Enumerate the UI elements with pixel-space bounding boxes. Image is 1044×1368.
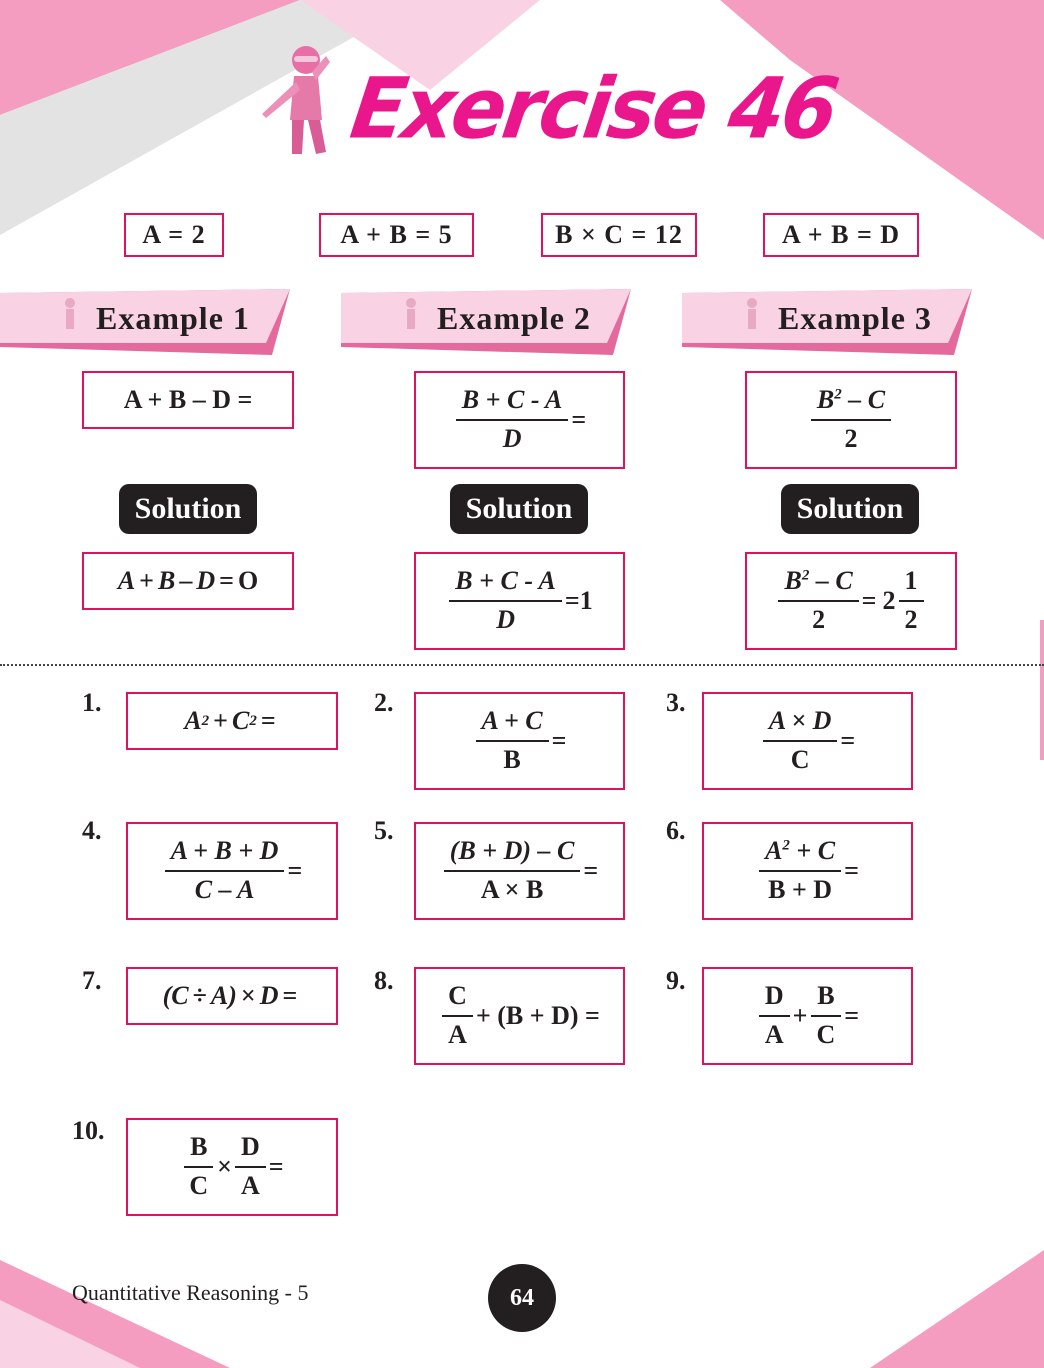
example-1-expression: A + B – D = [123, 385, 253, 414]
operator: + [482, 836, 498, 866]
equals-sign: = [583, 856, 599, 885]
question-number: 2. [374, 688, 394, 717]
operator: × [791, 706, 807, 736]
exponent: 2 [801, 567, 810, 584]
denominator: D [502, 424, 522, 453]
term: C [194, 875, 213, 904]
denominator: 2 [904, 605, 918, 634]
page-number: 64 [488, 1264, 556, 1332]
term: A [538, 566, 556, 596]
term: A [481, 706, 498, 736]
example-3-solution-fraction [778, 567, 858, 634]
equals-sign: = [268, 1152, 284, 1181]
operator: – [537, 836, 551, 866]
fraction [759, 837, 841, 904]
fraction [811, 982, 842, 1049]
term: A [765, 836, 783, 866]
operator: + [503, 706, 519, 736]
operator: + [238, 836, 254, 866]
operator: + [139, 566, 154, 595]
term: C [500, 566, 518, 596]
operator: – [848, 385, 862, 415]
question-number: 9. [666, 966, 686, 995]
equals-sign: = [551, 726, 567, 755]
question-3-box [702, 692, 913, 790]
fraction [442, 982, 473, 1049]
term: B [455, 566, 473, 596]
result: =1 [564, 586, 593, 615]
operator: × [217, 1152, 232, 1181]
expression-rest: + (B + D) = [475, 1001, 600, 1030]
example-3-fraction [811, 386, 891, 453]
term: B [157, 566, 176, 595]
denominator: 2 [844, 424, 858, 453]
term: D [196, 566, 216, 595]
question-2-box [414, 692, 625, 790]
denominator: A [241, 1171, 260, 1200]
term: (B [449, 836, 476, 866]
fraction [235, 1133, 266, 1200]
denominator: A × B [480, 875, 544, 904]
operator: × [240, 981, 256, 1010]
footer-book-title: Quantitative Reasoning - 5 [72, 1280, 309, 1305]
question-9-box [702, 967, 913, 1065]
term: C [867, 385, 886, 415]
operator: + [213, 706, 228, 735]
numerator: B [184, 1133, 213, 1168]
question-10-box [126, 1118, 338, 1216]
exponent: 2 [834, 386, 842, 403]
given-value-3: B × C = 12 [541, 213, 697, 257]
question-number: 6. [666, 816, 686, 845]
exponent: 2 [782, 837, 790, 854]
question-4-box [126, 822, 338, 920]
operator: = [219, 566, 234, 595]
denominator: C [189, 1171, 209, 1200]
term: B [214, 836, 232, 866]
term: C [835, 566, 853, 596]
question-number: 7. [82, 966, 102, 995]
term: A [768, 706, 785, 736]
denominator: A [448, 1020, 467, 1049]
numerator: 1 [899, 567, 924, 602]
equals-sign: = [844, 1001, 860, 1030]
mixed-fraction [899, 567, 924, 634]
example-3-solution [745, 552, 957, 650]
example-2-fraction [456, 386, 569, 453]
term: A [184, 706, 202, 735]
term: (C [162, 981, 189, 1010]
question-5-box [414, 822, 625, 920]
operator: + [485, 385, 501, 415]
term: A [545, 385, 563, 415]
operator: - [530, 385, 540, 415]
solution-label-1: Solution [119, 484, 257, 534]
equals-sign: = [287, 856, 303, 885]
fraction [444, 837, 581, 904]
example-2-label: Example 2 [437, 300, 591, 336]
result: O [237, 566, 259, 595]
denominator: B + D [768, 875, 833, 904]
term: D) [503, 836, 532, 866]
given-value-2: A + B = 5 [319, 213, 474, 257]
question-7-box [126, 967, 338, 1025]
equals-sign: = [571, 405, 587, 434]
operator: + [479, 566, 494, 596]
example-1-solution [82, 552, 294, 610]
question-number: 3. [666, 688, 686, 717]
term: A) [210, 981, 237, 1010]
term: A [237, 875, 255, 904]
section-divider [0, 664, 1044, 666]
denominator: 2 [812, 605, 826, 634]
example-2-solution [414, 552, 625, 650]
question-number: 10. [72, 1116, 105, 1145]
term: A [117, 566, 136, 595]
question-8-box [414, 967, 625, 1065]
question-6-box [702, 822, 913, 920]
example-1-label: Example 1 [96, 300, 250, 336]
example-3-problem [745, 371, 957, 469]
denominator: C [790, 745, 810, 774]
denominator: B [503, 745, 521, 774]
term: A [170, 836, 187, 866]
term: C [506, 385, 525, 415]
page-title: Exercise 46 [345, 59, 842, 158]
example-1-problem [82, 371, 294, 429]
question-number: 1. [82, 688, 102, 717]
numerator: C [442, 982, 473, 1017]
given-value-1: A = 2 [124, 213, 224, 257]
numerator: D [759, 982, 790, 1017]
equals-sign: = [861, 586, 877, 615]
exponent: 2 [249, 712, 257, 729]
term: B [784, 566, 802, 596]
example-2-problem [414, 371, 625, 469]
fraction [476, 707, 549, 774]
equals-sign: = [260, 706, 276, 735]
equals-sign: = [282, 981, 298, 1010]
term: C [525, 706, 543, 736]
term: C [557, 836, 575, 866]
operator: + [796, 836, 812, 866]
fraction [183, 1133, 214, 1200]
term: B [816, 385, 835, 415]
fraction [763, 707, 838, 774]
question-number: 4. [82, 816, 102, 845]
term: D [259, 981, 279, 1010]
whole-number: 2 [882, 586, 896, 615]
operator: – [815, 566, 829, 596]
solution-label-2: Solution [450, 484, 588, 534]
term: D [812, 706, 832, 736]
operator: - [524, 566, 533, 596]
fraction [165, 837, 285, 904]
operator: ÷ [192, 981, 207, 1010]
exponent: 2 [201, 712, 210, 729]
denominator: D [496, 605, 515, 634]
term: B [461, 385, 480, 415]
girl-character-icon [256, 42, 352, 162]
term: C [817, 836, 836, 866]
operator: – [218, 875, 232, 904]
fraction [759, 982, 790, 1049]
operator: + [792, 1001, 808, 1030]
solution-label-3: Solution [781, 484, 919, 534]
operator: + [193, 836, 208, 866]
numerator: D [235, 1133, 266, 1168]
question-number: 8. [374, 966, 394, 995]
example-3-label: Example 3 [778, 300, 932, 336]
term: C [232, 706, 250, 735]
denominator: A [764, 1020, 784, 1049]
given-value-4: A + B = D [763, 213, 919, 257]
example-2-solution-fraction [449, 567, 562, 634]
question-number: 5. [374, 816, 394, 845]
numerator: B [811, 982, 840, 1017]
question-1-box [126, 692, 338, 750]
operator: – [179, 566, 193, 595]
term: D [259, 836, 279, 866]
denominator: C [816, 1020, 836, 1049]
equals-sign: = [844, 856, 859, 885]
equals-sign: = [840, 726, 856, 755]
